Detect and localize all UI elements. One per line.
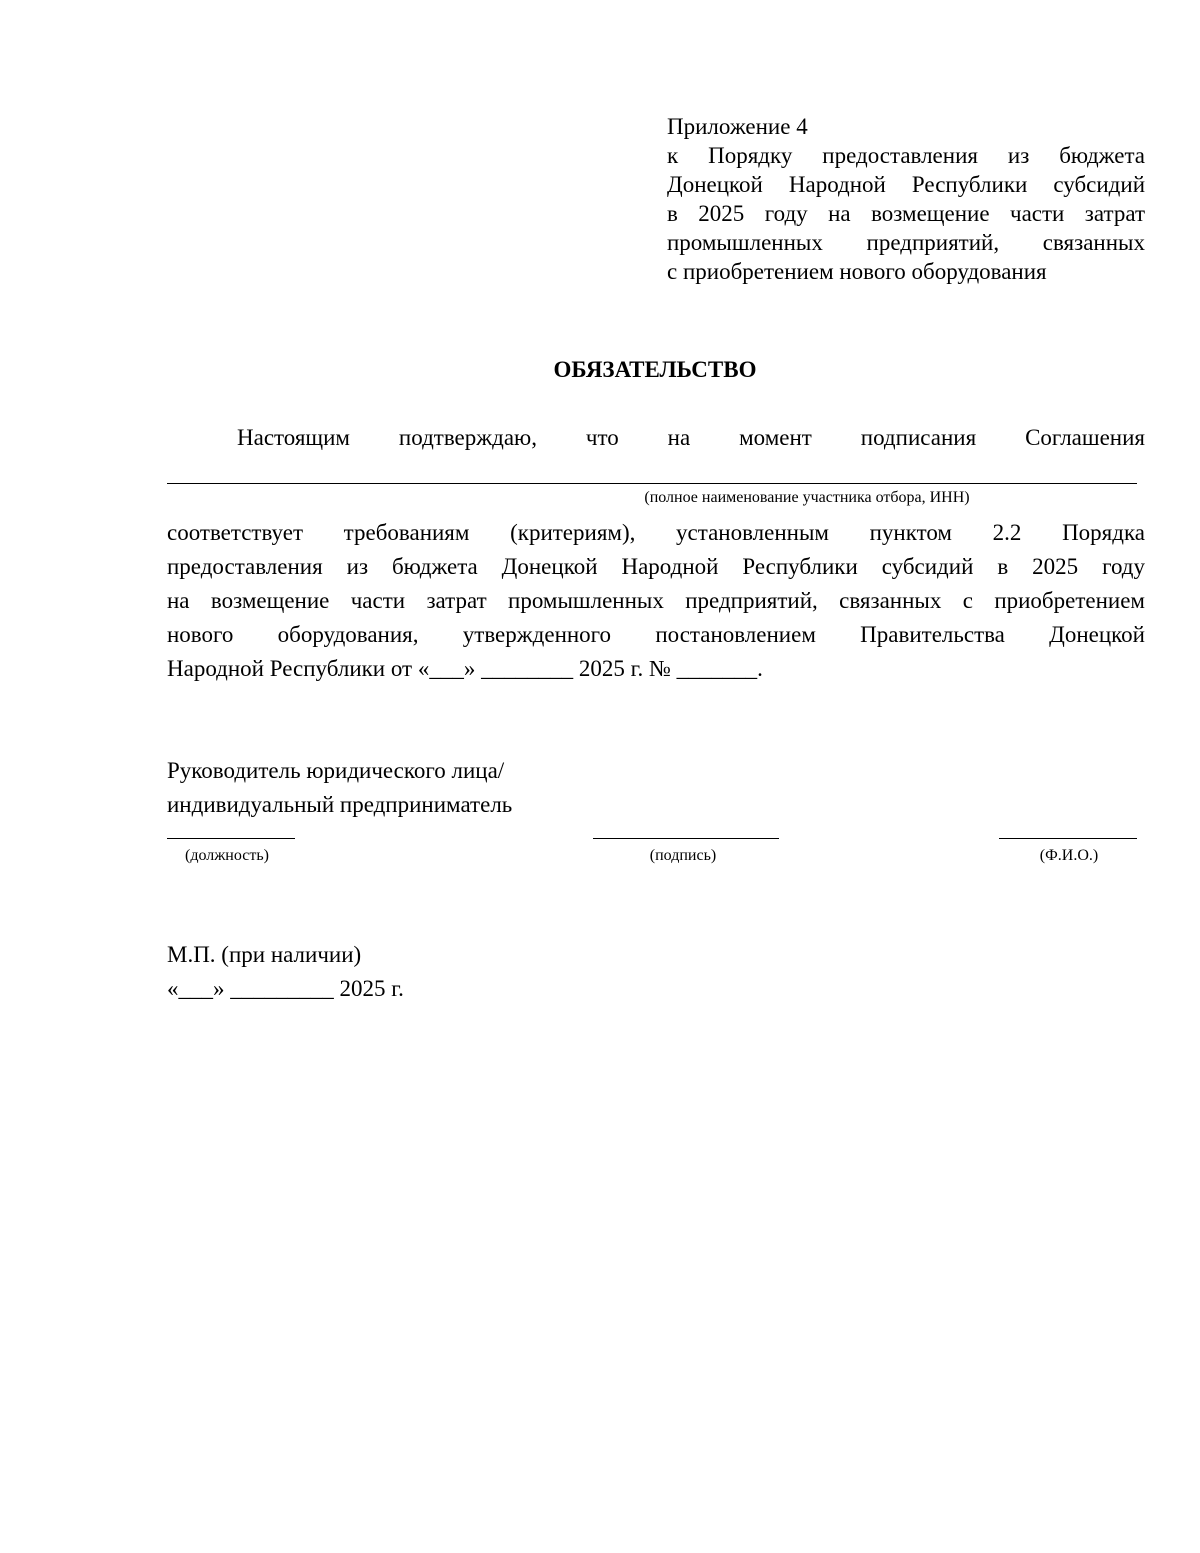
lead-sentence: Настоящим подтверждаю, что на момент подписания Соглашения bbox=[237, 425, 1145, 450]
appendix-text-line: с приобретением нового оборудования bbox=[667, 259, 1047, 284]
body-line: предоставления из бюджета Донецкой Народной Республики субсидий в 2025 году bbox=[167, 554, 1145, 579]
document-title: ОБЯЗАТЕЛЬСТВО bbox=[553, 357, 757, 382]
body-line: Народной Республики от «___» ________ 2025 г. № _______. bbox=[167, 656, 763, 681]
participant-name-fill-line[interactable] bbox=[167, 483, 1137, 484]
body-line: на возмещение части затрат промышленных предприятий, связанных с приобретением bbox=[167, 588, 1145, 613]
obligation-body bbox=[167, 516, 1145, 686]
stamp-label: М.П. (при наличии) bbox=[167, 942, 362, 967]
participant-name-caption: (полное наименование участника отбора, ИНН) bbox=[644, 489, 970, 506]
position-fill-line[interactable] bbox=[167, 838, 295, 839]
position-caption: (должность) bbox=[185, 847, 269, 864]
appendix-text-line: к Порядку предоставления из бюджета bbox=[667, 143, 1145, 168]
appendix-number: Приложение 4 bbox=[667, 114, 808, 139]
body-line: соответствует требованиям (критериям), установленным пунктом 2.2 Порядка bbox=[167, 520, 1145, 545]
full-name-caption: (Ф.И.О.) bbox=[1039, 847, 1099, 864]
signature-caption: (подпись) bbox=[649, 847, 717, 864]
appendix-text-line: в 2025 году на возмещение части затрат bbox=[667, 201, 1145, 226]
appendix-text-line: Донецкой Народной Республики субсидий bbox=[667, 172, 1145, 197]
appendix-text-line: промышленных предприятий, связанных bbox=[667, 230, 1145, 255]
stamp-block bbox=[167, 938, 404, 1006]
stamp-date: «___» _________ 2025 г. bbox=[167, 976, 404, 1001]
signature-fill-line[interactable] bbox=[593, 838, 779, 839]
signer-line: Руководитель юридического лица/ bbox=[167, 758, 505, 783]
body-line: нового оборудования, утвержденного постановлением Правительства Донецкой bbox=[167, 622, 1145, 647]
signer-line: индивидуальный предприниматель bbox=[167, 792, 513, 817]
appendix-header bbox=[667, 112, 1145, 286]
full-name-fill-line[interactable] bbox=[999, 838, 1137, 839]
signer-title bbox=[167, 754, 512, 822]
